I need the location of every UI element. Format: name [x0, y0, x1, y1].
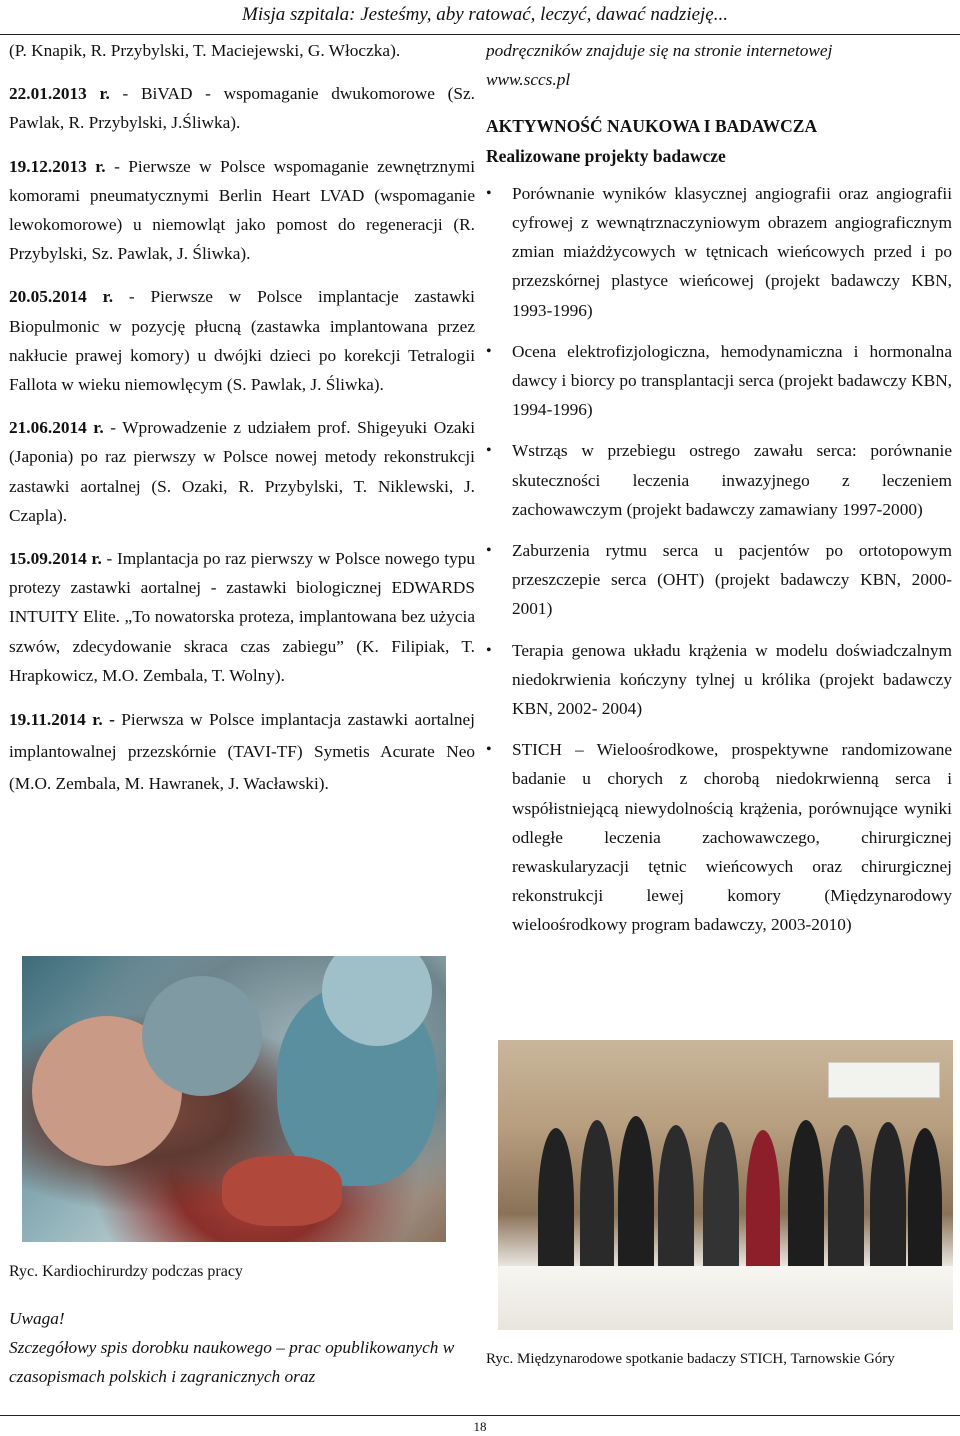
entry-2014-11	[9, 704, 475, 800]
projects-list	[486, 179, 952, 940]
entry-date: 20.05.2014 r.	[9, 287, 114, 307]
continued-text: podręczników znajduje się na stronie internetowej	[486, 41, 833, 60]
entry-text: - Wprowadzenie z udziałem prof. Shigeyuki Ozaki (Japonia) po raz pierwszy w Polsce nowej metody rekonstrukcji zastawki aortalnej (S. Ozaki, R. Przybylski, T. Niklewski, J. Czapla).	[9, 418, 475, 525]
entry-2013-12	[9, 152, 475, 269]
list-item: • Terapia genowa układu krążenia w modelu doświadczalnym niedokrwienia kończyny tylnej u królika (projekt badawczy KBN, 2002- 2004)	[486, 636, 952, 724]
person-figure	[618, 1116, 654, 1281]
list-item: • Porównanie wyników klasycznej angiografii oraz angiografii cyfrowej z wewnątrznaczyniowym obrazem angiograficznym zmian miażdżycowych w tętnicach wieńcowych przed i po przezskórnej plastyce wieńcowej (projekt badawczy KBN, 1993-1996)	[486, 179, 952, 325]
surgeon-figure	[222, 1156, 342, 1226]
surgeons-photo	[22, 956, 446, 1242]
entry-2014-06	[9, 413, 475, 530]
person-figure	[580, 1120, 614, 1280]
left-column	[9, 34, 475, 814]
person-figure	[658, 1125, 694, 1280]
left-photo-caption: Ryc. Kardiochirurdzy podczas pracy	[9, 1263, 243, 1280]
person-figure	[703, 1122, 739, 1280]
entry-date: 19.11.2014 r. -	[9, 710, 115, 730]
entry-text: - Pierwsze w Polsce implantacje zastawki Biopulmonic w pozycję płucną (zastawka implantowana przez nakłucie prawej komory) u dwójki dzieci po korekcji Tetralogii Fallota w wieku niemowlęcym (S. Pawlak, J. Śliwka).	[9, 287, 475, 395]
person-figure	[870, 1122, 906, 1280]
website-url: www.sccs.pl	[486, 70, 571, 90]
person-figure	[538, 1128, 574, 1278]
entry-2014-09	[9, 544, 475, 690]
entry-2014-05	[9, 282, 475, 399]
section-heading: AKTYWNOŚĆ NAUKOWA I BADAWCZA	[486, 116, 818, 137]
list-item: • Zaburzenia rytmu serca u pacjentów po ortotopowym przeszczepie serca (OHT) (projekt badawczy KBN, 2000-2001)	[486, 536, 952, 624]
person-figure	[788, 1120, 824, 1280]
entry-text: - BiVAD - wspomaganie dwukomorowe (Sz. Pawlak, R. Przybylski, J.Śliwka).	[9, 84, 475, 133]
entry-date: 22.01.2013 r.	[9, 84, 110, 104]
header-title: Misja szpitala: Jesteśmy, aby ratować, leczyć, dawać nadzieję...	[242, 4, 728, 25]
right-photo-caption: Ryc. Międzynarodowe spotkanie badaczy STICH, Tarnowskie Góry	[486, 1351, 895, 1367]
entry-date: 19.12.2013 r.	[9, 156, 106, 176]
person-figure	[908, 1128, 942, 1278]
air-conditioner	[828, 1062, 940, 1098]
note-block	[9, 1304, 469, 1391]
person-figure	[746, 1130, 780, 1280]
entry-text: - Implantacja po raz pierwszy w Polsce nowego typu protezy zastawki aortalnej - zastawki biologicznej EDWARDS INTUITY Elite. „To nowatorska proteza, implantowana bez użycia szwów, zdecydowanie skraca czas zabiegu” (K. Filipiak, T. Hrapkowicz, M.O. Zembala, T. Wolny).	[9, 549, 475, 685]
entry-text: - Pierwsze w Polsce wspomaganie zewnętrznymi komorami pneumatycznymi Berlin Heart LVAD (wspomaganie lewokomorowe) u niemowląt jako pomost do regeneracji (R. Przybylski, Sz. Pawlak, J. Śliwka).	[9, 156, 475, 264]
note-title: Uwaga!	[9, 1309, 65, 1328]
entry-date: 15.09.2014 r.	[9, 549, 102, 569]
person-figure	[828, 1125, 864, 1280]
entry-date: 21.06.2014 r.	[9, 418, 104, 438]
page-number: 18	[473, 1419, 487, 1434]
stich-meeting-photo	[498, 1040, 953, 1330]
list-item: • Ocena elektrofizjologiczna, hemodynamiczna i hormonalna dawcy i biorcy po transplantacji serca (projekt badawczy KBN, 1994-1996)	[486, 337, 952, 425]
intro-text: (P. Knapik, R. Przybylski, T. Maciejewski, G. Włoczka).	[9, 41, 401, 60]
entry-2013-01	[9, 79, 475, 137]
page-header	[0, 0, 960, 35]
right-column	[486, 34, 952, 952]
surgeon-figure	[142, 976, 262, 1096]
dinner-table	[498, 1266, 953, 1330]
footer-divider	[0, 1415, 960, 1416]
section-subheading: Realizowane projekty badawcze	[486, 145, 726, 166]
list-item: • Wstrząs w przebiegu ostrego zawału serca: porównanie skuteczności leczenia inwazyjnego z leczeniem zachowawczym (projekt badawczy zamawiany 1997-2000)	[486, 436, 952, 524]
entry-text: Pierwsza w Polsce implantacja zastawki aortalnej implantowalnej przezskórnie (TAVI-TF) Symetis Acurate Neo (M.O. Zembala, M. Hawranek, J. Wacławski).	[9, 710, 475, 794]
list-item: • STICH – Wieloośrodkowe, prospektywne randomizowane badanie u chorych z chorobą niedokrwienną serca i współistniejącą niewydolnością krążenia, porównujące wyniki odległe leczenia zachowawczego, chirurgicznej rewaskularyzacji tętnic wieńcowych oraz chirurgicznej rekonstrukcji lewej komory (Międzynarodowy wieloośrodkowy program badawczy, 2003-2010)	[486, 735, 952, 939]
note-text: Szczegółowy spis dorobku naukowego – prac opublikowanych w czasopismach polskich i zagranicznych oraz	[9, 1338, 455, 1386]
